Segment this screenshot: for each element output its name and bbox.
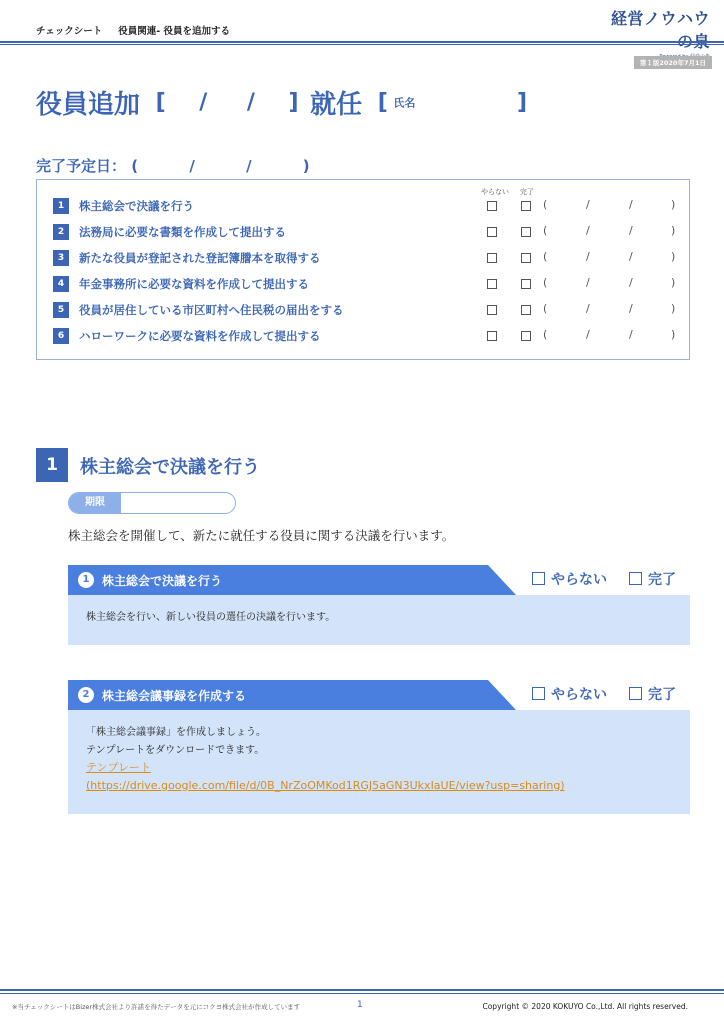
breadcrumb [36, 23, 230, 37]
title-appointed: 就任 [310, 90, 363, 120]
footer-divider [0, 989, 724, 991]
due-paren-open: ( [131, 157, 139, 175]
step-options [532, 684, 676, 704]
col-done-header: 完了 [520, 188, 534, 196]
checklist-row: 6 ハローワークに必要な資料を作成して提出する ( / / ) [53, 327, 683, 345]
task-label: ハローワークに必要な資料を作成して提出する [79, 329, 321, 343]
done-checkbox[interactable] [521, 305, 531, 315]
deadline-field[interactable] [68, 492, 236, 514]
page-number: 1 [357, 1000, 363, 1010]
step-card [68, 565, 690, 645]
checklist-column-headers [479, 187, 543, 197]
done-checkbox[interactable] [521, 227, 531, 237]
checklist-row: 1 株主総会で決議を行う ( / / ) [53, 197, 683, 215]
done-checkbox[interactable] [521, 201, 531, 211]
step-options [532, 569, 676, 589]
breadcrumb-page: 役員関連- 役員を追加する [118, 26, 230, 37]
task-label: 年金事務所に必要な資料を作成して提出する [79, 277, 309, 291]
template-link[interactable] [86, 761, 565, 792]
footer-divider-thin [0, 993, 724, 994]
step-body-text: テンプレートをダウンロードできます。 [86, 745, 265, 756]
task-number: 3 [53, 250, 69, 266]
section-title: 株主総会で決議を行う [80, 457, 260, 478]
name-bracket-open: [ [377, 90, 388, 115]
skip-checkbox[interactable] [487, 305, 497, 315]
breadcrumb-section: チェックシート [36, 26, 103, 37]
done-checkbox[interactable] [521, 279, 531, 289]
step-body-text: 「株主総会議事録」を作成しましょう。 [86, 727, 266, 738]
done-checkbox[interactable] [521, 331, 531, 341]
checklist-row: 3 新たな役員が登記された登記簿謄本を取得する ( / / ) [53, 249, 683, 267]
task-label: 株主総会で決議を行う [79, 199, 194, 213]
done-checkbox[interactable] [629, 687, 642, 700]
task-number: 6 [53, 328, 69, 344]
skip-checkbox[interactable] [532, 687, 545, 700]
date-bracket-open: [ [155, 90, 166, 115]
task-label: 新たな役員が登記された登記簿謄本を取得する [79, 251, 321, 265]
skip-checkbox[interactable] [487, 201, 497, 211]
footer-note: ※当チェックシートはBizer株式会社より許諾を得たデータを元にコクヨ株式会社が作成しています [12, 1003, 301, 1011]
brand-logo [610, 6, 710, 40]
due-date [36, 155, 310, 176]
skip-checkbox[interactable] [487, 331, 497, 341]
skip-label: やらない [551, 572, 607, 588]
step-body-text: 株主総会を行い、新しい役員の選任の決議を行います。 [86, 612, 336, 623]
step-body [68, 710, 690, 814]
step-number: 2 [78, 687, 94, 703]
name-bracket-close: ] [516, 90, 527, 115]
date-slash: / [246, 90, 255, 115]
edition-badge: 第１版2020年7月1日 [634, 56, 712, 69]
done-checkbox[interactable] [521, 253, 531, 263]
copyright: Copyright © 2020 KOKUYO Co.,Ltd. All rights reserved. [482, 1002, 688, 1011]
skip-checkbox[interactable] [487, 253, 497, 263]
template-link-label: テンプレート [86, 761, 152, 774]
name-label: 氏名 [393, 96, 416, 110]
due-slash: / [189, 157, 195, 175]
step-header [68, 565, 516, 595]
step-body [68, 595, 690, 645]
step-number: 1 [78, 572, 94, 588]
due-paren-close: ) [302, 157, 310, 175]
skip-label: やらない [551, 687, 607, 703]
header-divider-thin [0, 44, 724, 45]
task-number: 4 [53, 276, 69, 292]
task-label: 役員が居住している市区町村へ住民税の届出をする [79, 303, 344, 317]
checklist-row: 5 役員が居住している市区町村へ住民税の届出をする ( / / ) [53, 301, 683, 319]
step-card [68, 680, 690, 814]
page-header [0, 0, 724, 44]
skip-checkbox[interactable] [487, 279, 497, 289]
task-label: 法務局に必要な書類を作成して提出する [79, 225, 286, 239]
done-checkbox[interactable] [629, 572, 642, 585]
checklist-row: 4 年金事務所に必要な資料を作成して提出する ( / / ) [53, 275, 683, 293]
section-description: 株主総会を開催して、新たに就任する役員に関する決議を行います。 [68, 528, 455, 543]
deadline-label: 期限 [69, 493, 121, 514]
skip-checkbox[interactable] [487, 227, 497, 237]
page-title [36, 84, 527, 124]
done-label: 完了 [648, 572, 676, 588]
template-link-url: (https://drive.google.com/file/d/0B_NrZoOMKod1RGJ5aGN3UkxIaUE/view?usp=sharing) [86, 779, 565, 792]
step-title: 株主総会議事録を作成する [102, 689, 247, 703]
step-title: 株主総会で決議を行う [102, 574, 223, 588]
col-skip-header: やらない [481, 188, 509, 196]
checklist-row: 2 法務局に必要な書類を作成して提出する ( / / ) [53, 223, 683, 241]
task-checklist [36, 179, 690, 360]
date-slash: / [199, 90, 208, 115]
logo-text: 経営ノウハウ [610, 9, 710, 28]
task-number: 1 [53, 198, 69, 214]
step-header [68, 680, 516, 710]
due-slash: / [246, 157, 252, 175]
section-number: 1 [36, 448, 68, 482]
task-number: 5 [53, 302, 69, 318]
due-date-label: 完了予定日： [36, 157, 127, 175]
done-label: 完了 [648, 687, 676, 703]
date-bracket-close: ] [288, 90, 299, 115]
task-number: 2 [53, 224, 69, 240]
header-divider [0, 41, 724, 43]
title-main: 役員追加 [36, 90, 141, 120]
skip-checkbox[interactable] [532, 572, 545, 585]
